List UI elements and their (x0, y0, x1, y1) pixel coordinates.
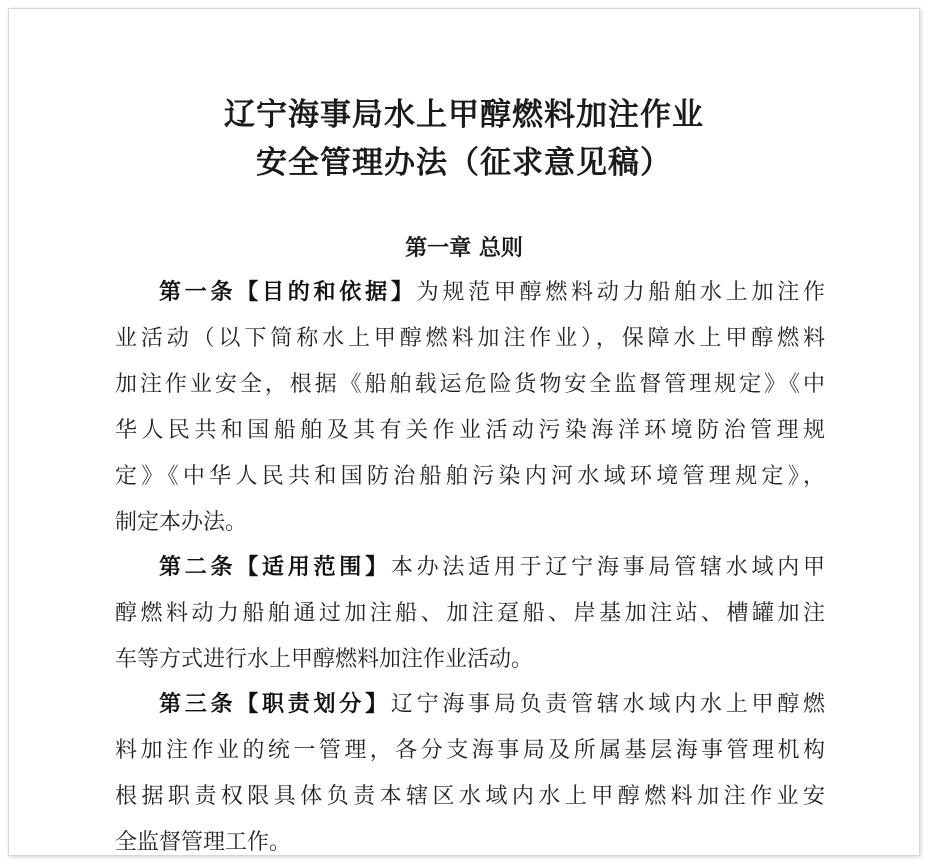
article-3-heading: 第三条【职责划分】 (159, 692, 391, 717)
article-2-text: 本办法适用于辽宁海事局管辖水域内甲 (390, 555, 825, 580)
article-1-text: 为规范甲醇燃料动力船舶水上加注作 (416, 280, 825, 305)
article-1-line-3: 加注作业安全，根据《船舶载运危险货物安全监督管理规定》《中 (115, 372, 825, 397)
document-page (8, 8, 920, 856)
chapter-heading: 第一章 总则 (405, 236, 523, 261)
article-2-line-1 (159, 554, 825, 582)
article-3-line-1 (159, 691, 825, 719)
article-1-line-6: 制定本办法。 (115, 510, 248, 535)
article-1-line-2: 业活动（以下简称水上甲醇燃料加注作业），保障水上甲醇燃料 (115, 326, 825, 351)
article-3-text: 辽宁海事局负责管辖水域内水上甲醇燃 (390, 692, 825, 717)
article-1-heading: 第一条【目的和依据】 (159, 280, 417, 305)
article-2-heading: 第二条【适用范围】 (159, 555, 391, 580)
article-3-line-4: 全监督管理工作。 (115, 830, 292, 855)
article-1-line-4: 华人民共和国船舶及其有关作业活动污染海洋环境防治管理规 (115, 418, 825, 443)
article-3-line-3: 根据职责权限具体负责本辖区水域内水上甲醇燃料加注作业安 (115, 784, 825, 809)
article-2-line-2: 醇燃料动力船舶通过加注船、加注趸船、岸基加注站、槽罐加注 (115, 601, 825, 626)
document-title-line-2: 安全管理办法（征求意见稿） (256, 145, 672, 181)
article-1-line-1 (159, 279, 825, 307)
article-3-line-2: 料加注作业的统一管理，各分支海事局及所属基层海事管理机构 (115, 738, 825, 763)
article-2-line-3: 车等方式进行水上甲醇燃料加注作业活动。 (115, 647, 534, 672)
article-1-line-5: 定》《中华人民共和国防治船舶污染内河水域环境管理规定》， (115, 464, 825, 489)
document-title-line-1: 辽宁海事局水上甲醇燃料加注作业 (224, 97, 704, 133)
